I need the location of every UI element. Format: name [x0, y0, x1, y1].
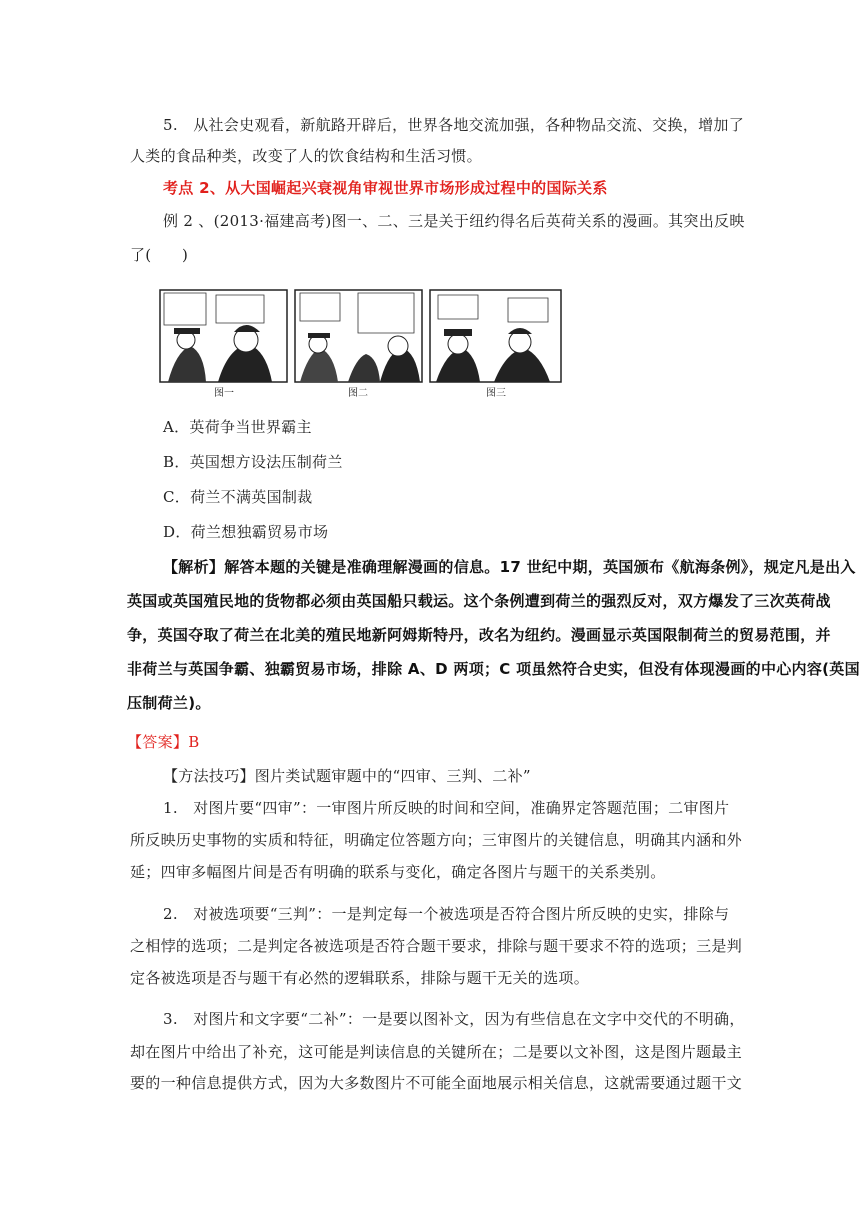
comic-panel-label-2: 图二	[348, 388, 368, 399]
answer-line	[127, 731, 200, 752]
method-2-line-3: 定各被选项是否与题干有必然的逻辑联系，排除与题干无关的选项。	[130, 969, 590, 987]
method-3-line-1: 3. 对图片和文字要“二补”：一是要以图补文，因为有些信息在文字中交代的不明确，	[163, 1010, 745, 1028]
method-1-line-3: 延；四审多幅图片间是否有明确的联系与变化，确定各图片与题干的关系类别。	[130, 863, 666, 881]
analysis-line-4: 非荷兰与英国争霸、独霸贸易市场，排除 A、D 两项；C 项虽然符合史实，但没有体现漫画的中心内容(英国	[127, 660, 860, 678]
analysis-line-1: 【解析】解答本题的关键是准确理解漫画的信息。17 世纪中期，英国颁布《航海条例》，规定凡是出入	[163, 558, 856, 576]
comic-strip-image	[158, 288, 565, 400]
comic-panel-3	[430, 290, 561, 382]
example-2-line-2: 了( )	[130, 246, 189, 264]
option-a: A．英荷争当世界霸主	[163, 418, 312, 436]
option-d: D．荷兰想独霸贸易市场	[163, 523, 329, 541]
answer-value: B	[188, 733, 200, 751]
comic-panel-2	[295, 290, 422, 382]
method-1-line-2: 所反映历史事物的实质和特征，明确定位答题方向；三审图片的关键信息，明确其内涵和外	[130, 831, 743, 849]
comic-panel-label-1: 图一	[214, 388, 234, 399]
answer-tag: 【答案】	[127, 733, 189, 751]
item-5-line-1: 5. 从社会史观看，新航路开辟后，世界各地交流加强，各种物品交流、交换，增加了	[163, 116, 745, 134]
option-b: B．英国想方设法压制荷兰	[163, 453, 343, 471]
method-3-line-2: 却在图片中给出了补充，这可能是判读信息的关键所在；二是要以文补图，这是图片题最主	[130, 1043, 743, 1061]
analysis-line-5: 压制荷兰)。	[127, 694, 211, 712]
option-c: C．荷兰不满英国制裁	[163, 488, 313, 506]
example-2-line-1: 例 2 、(2013·福建高考)图一、二、三是关于纽约得名后英荷关系的漫画。其突出反映	[163, 212, 745, 230]
comic-panel-label-3: 图三	[486, 388, 506, 399]
method-title: 【方法技巧】图片类试题审题中的“四审、三判、二补”	[163, 767, 531, 785]
method-3-line-3: 要的一种信息提供方式，因为大多数图片不可能全面地展示相关信息，这就需要通过题干文	[130, 1074, 743, 1092]
analysis-line-2: 英国或英国殖民地的货物都必须由英国船只载运。这个条例遭到荷兰的强烈反对，双方爆发了三次英荷战	[127, 592, 831, 610]
method-1-line-1: 1. 对图片要“四审”：一审图片所反映的时间和空间，准确界定答题范围；二审图片	[163, 799, 730, 817]
method-2-line-1: 2. 对被选项要“三判”：一是判定每一个被选项是否符合图片所反映的史实，排除与	[163, 905, 730, 923]
item-5-line-2: 人类的食品种类，改变了人的饮食结构和生活习惯。	[130, 147, 482, 165]
point-2-heading: 考点 2、从大国崛起兴衰视角审视世界市场形成过程中的国际关系	[163, 179, 608, 197]
method-2-line-2: 之相悖的选项；二是判定各被选项是否符合题干要求，排除与题干要求不符的选项；三是判	[130, 937, 743, 955]
comic-panel-1	[160, 290, 287, 382]
analysis-line-3: 争，英国夺取了荷兰在北美的殖民地新阿姆斯特丹，改名为纽约。漫画显示英国限制荷兰的贸易范围，并	[127, 626, 831, 644]
